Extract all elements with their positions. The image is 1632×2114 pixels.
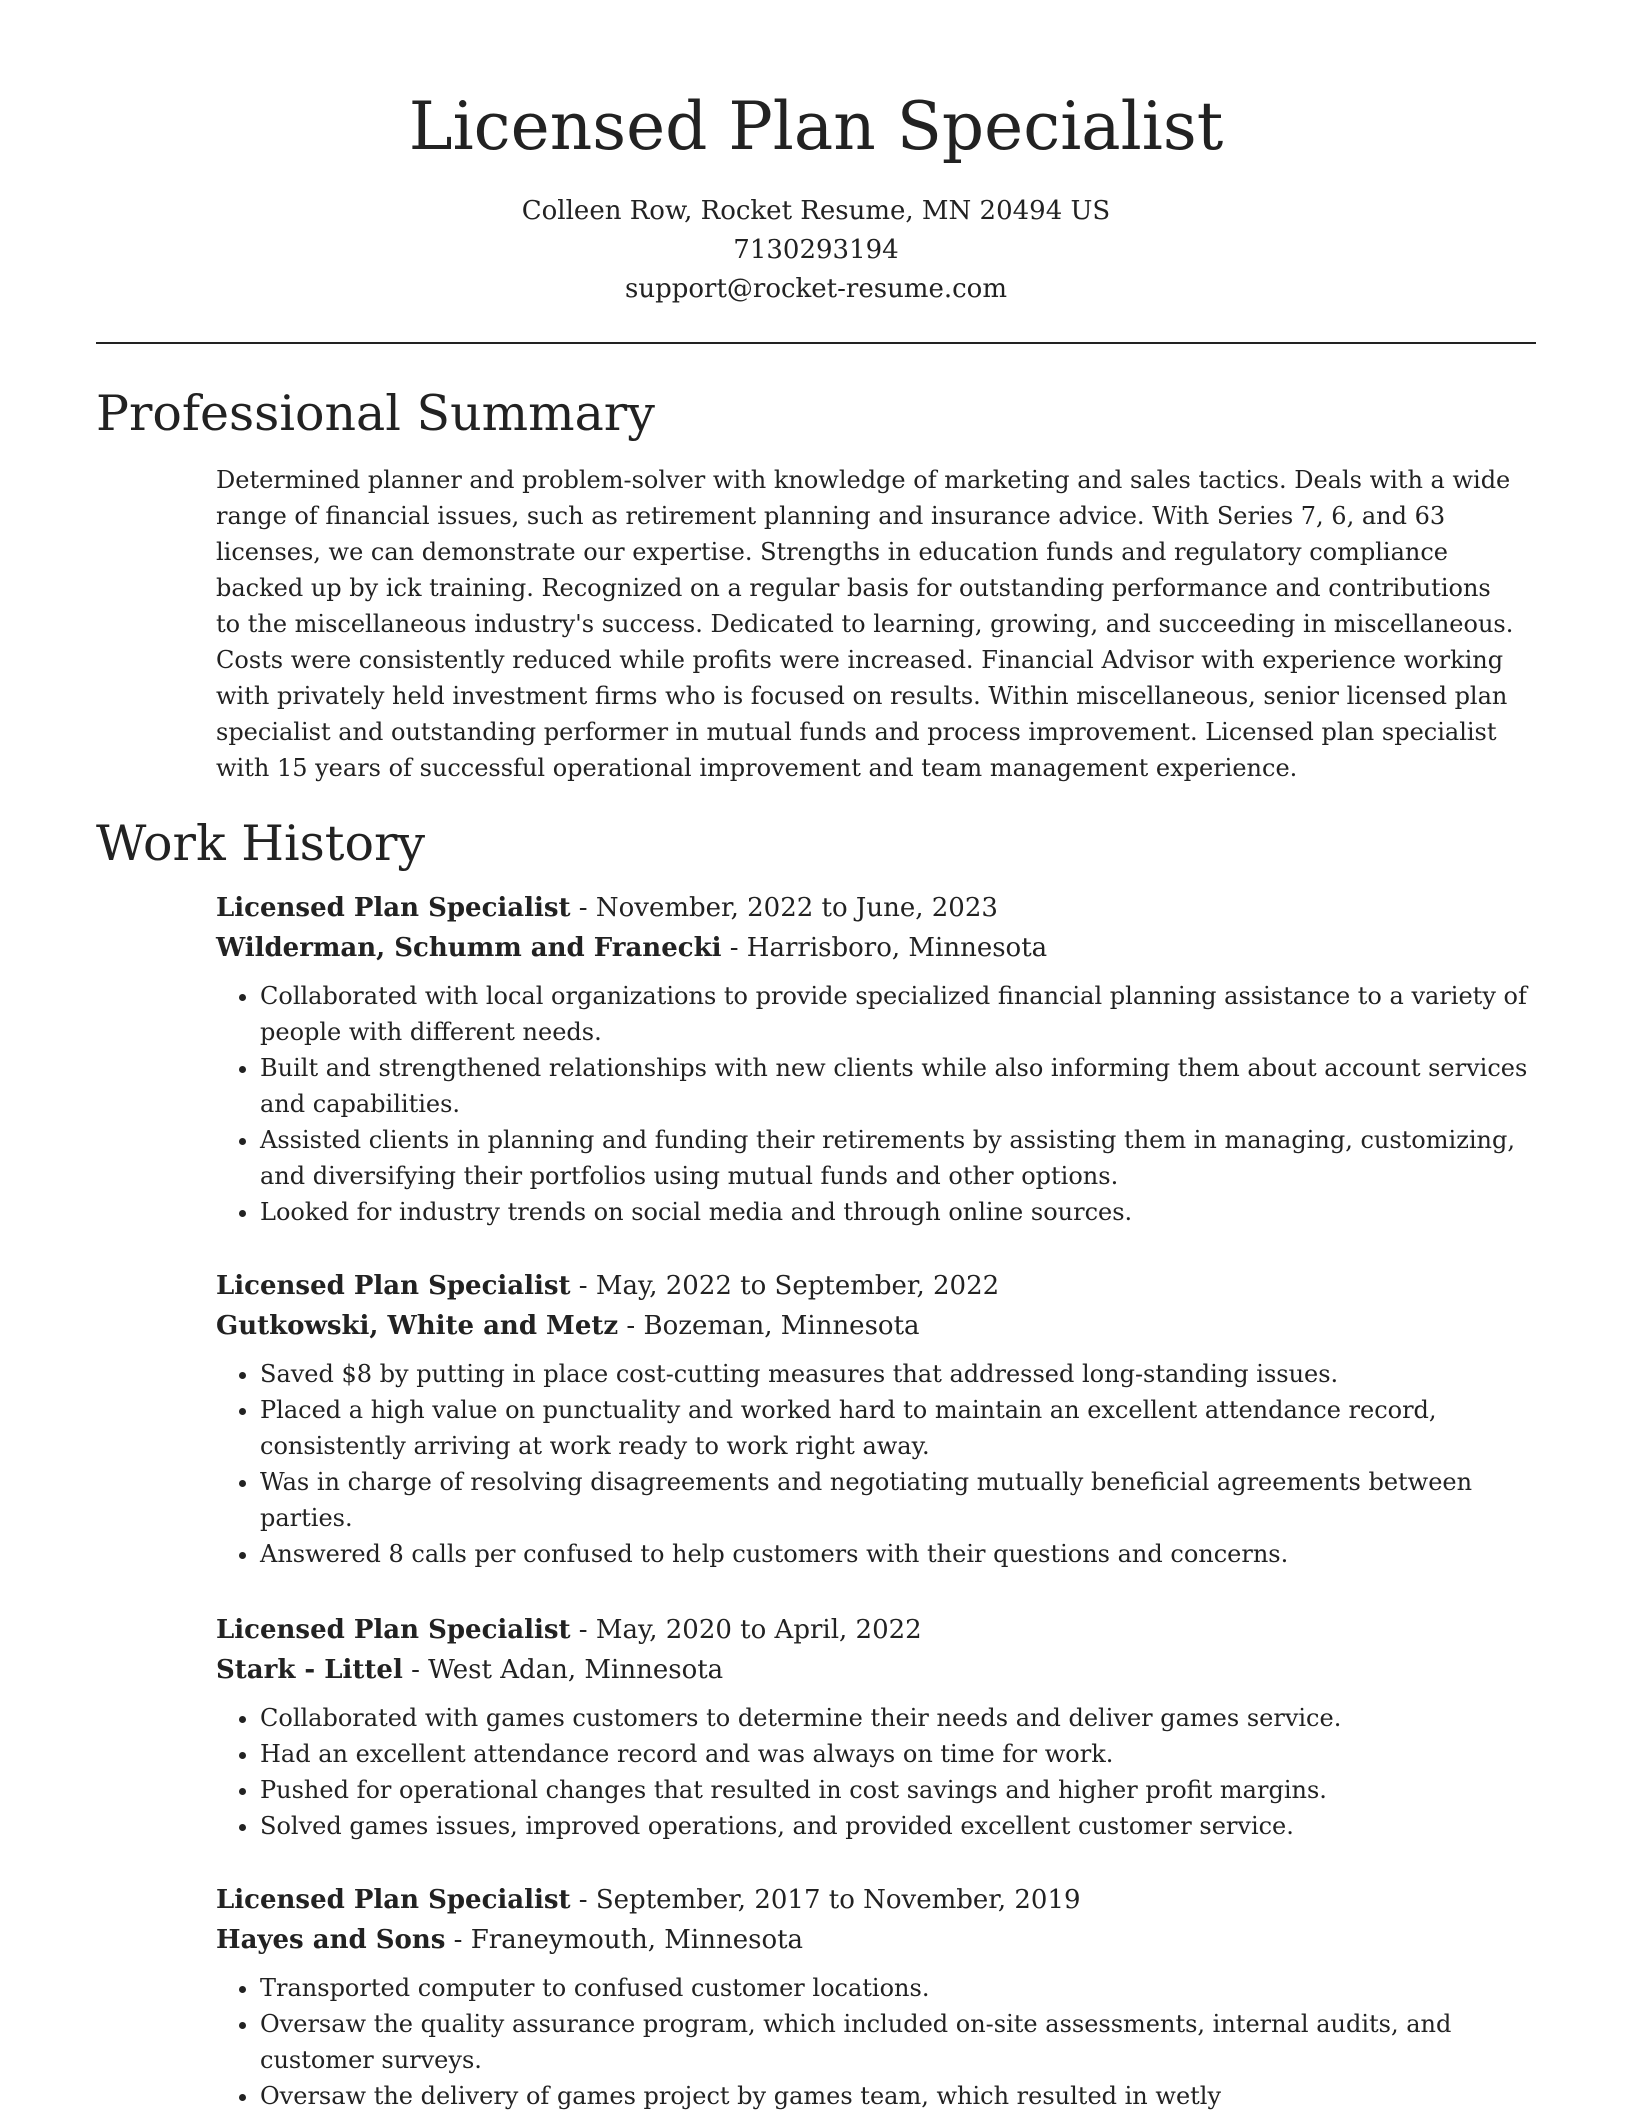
contact-address: Colleen Row, Rocket Resume, MN 20494 US — [521, 196, 1111, 226]
job-bullets — [216, 978, 1546, 1230]
job-bullet: • Had an excellent attendance record and was always on time for work. — [260, 1736, 1546, 1772]
job-dates: May, 2022 to September, 2022 — [595, 1271, 1000, 1301]
summary-heading: Professional Summary — [96, 385, 655, 442]
job-company-line — [216, 1920, 1546, 1960]
job-company-line — [216, 928, 1546, 968]
job-entry — [216, 1610, 1546, 1844]
header-divider — [96, 342, 1536, 344]
job-company: Hayes and Sons — [216, 1925, 446, 1955]
job-dates: May, 2020 to April, 2022 — [595, 1615, 922, 1645]
job-company-line — [216, 1650, 1546, 1690]
job-title-line — [216, 1266, 1546, 1306]
job-company: Gutkowski, White and Metz — [216, 1311, 619, 1341]
job-title: Licensed Plan Specialist — [216, 893, 571, 923]
job-location: Franeymouth, Minnesota — [470, 1925, 804, 1955]
job-separator: - — [570, 893, 596, 923]
job-entry — [216, 888, 1546, 1230]
job-bullet: • Transported computer to confused customer locations. — [260, 1970, 1546, 2006]
summary-text: Determined planner and problem-solver with knowledge of marketing and sales tactics. Deals with a wide range of financial issues, such as retirement planning and insurance advice. With Series 7, 6, and 63 licenses, we can demonstrate our expertise. Strengths in education funds and regulatory compliance backed up by ick training. Recognized on a regular basis for outstanding performance and contributions to the miscellaneous industry's success. Dedicated to learning, growing, and succeeding in miscellaneous. Costs were consistently reduced while profits were increased. Financial Advisor with experience working with privately held investment firms who is focused on results. Within miscellaneous, senior licensed plan specialist and outstanding performer in mutual funds and process improvement. Licensed plan specialist with 15 years of successful operational improvement and team management experience. — [216, 466, 1514, 782]
job-company: Stark - Littel — [216, 1655, 403, 1685]
job-separator: - — [402, 1655, 429, 1685]
job-bullet: • Was in charge of resolving disagreements and negotiating mutually beneficial agreements between parties. — [260, 1464, 1546, 1536]
job-title-line — [216, 1880, 1546, 1920]
job-entry — [216, 1880, 1546, 2114]
work-history-heading: Work History — [96, 815, 426, 872]
job-bullet: • Oversaw the delivery of games project by games team, which resulted in wetly — [260, 2078, 1546, 2114]
job-bullets — [216, 1700, 1546, 1844]
resume-title: Licensed Plan Specialist — [408, 88, 1224, 165]
job-bullet: • Saved $8 by putting in place cost-cutting measures that addressed long-standing issues. — [260, 1356, 1546, 1392]
contact-phone: 7130293194 — [733, 235, 899, 265]
job-dates: November, 2022 to June, 2023 — [595, 893, 998, 923]
job-title: Licensed Plan Specialist — [216, 1885, 571, 1915]
job-bullet: • Solved games issues, improved operations, and provided excellent customer service. — [260, 1808, 1546, 1844]
job-location: Bozeman, Minnesota — [643, 1311, 920, 1341]
job-title-line — [216, 888, 1546, 928]
job-bullet: • Placed a high value on punctuality and worked hard to maintain an excellent attendance record, consistently arriving at work ready to work right away. — [260, 1392, 1546, 1464]
job-bullet: • Oversaw the quality assurance program, which included on-site assessments, internal audits, and customer surveys. — [260, 2006, 1546, 2078]
job-location: Harrisboro, Minnesota — [746, 933, 1048, 963]
job-location: West Adan, Minnesota — [428, 1655, 724, 1685]
job-bullet: • Pushed for operational changes that resulted in cost savings and higher profit margins. — [260, 1772, 1546, 1808]
job-bullet: • Looked for industry trends on social media and through online sources. — [260, 1194, 1546, 1230]
job-separator: - — [618, 1311, 644, 1341]
job-bullet: • Assisted clients in planning and funding their retirements by assisting them in managing, customizing, and diversifying their portfolios using mutual funds and other options. — [260, 1122, 1546, 1194]
job-separator: - — [445, 1925, 471, 1955]
contact-email: support@rocket-resume.com — [624, 274, 1007, 304]
job-separator: - — [721, 933, 747, 963]
job-separator: - — [570, 1615, 596, 1645]
job-bullets — [216, 1356, 1546, 1572]
job-title-line — [216, 1610, 1546, 1650]
job-separator: - — [570, 1885, 596, 1915]
job-company: Wilderman, Schumm and Franecki — [216, 933, 722, 963]
job-bullet: • Collaborated with local organizations to provide specialized financial planning assistance to a variety of people with different needs. — [260, 978, 1546, 1050]
job-bullet: • Collaborated with games customers to determine their needs and deliver games service. — [260, 1700, 1546, 1736]
contact-block — [0, 192, 1632, 309]
job-entry — [216, 1266, 1546, 1572]
job-bullets — [216, 1970, 1546, 2114]
job-bullet: • Built and strengthened relationships with new clients while also informing them about account services and capabilities. — [260, 1050, 1546, 1122]
job-title: Licensed Plan Specialist — [216, 1615, 571, 1645]
job-separator: - — [570, 1271, 596, 1301]
job-dates: September, 2017 to November, 2019 — [595, 1885, 1081, 1915]
job-company-line — [216, 1306, 1546, 1346]
job-bullet: • Answered 8 calls per confused to help customers with their questions and concerns. — [260, 1536, 1546, 1572]
job-title: Licensed Plan Specialist — [216, 1271, 571, 1301]
